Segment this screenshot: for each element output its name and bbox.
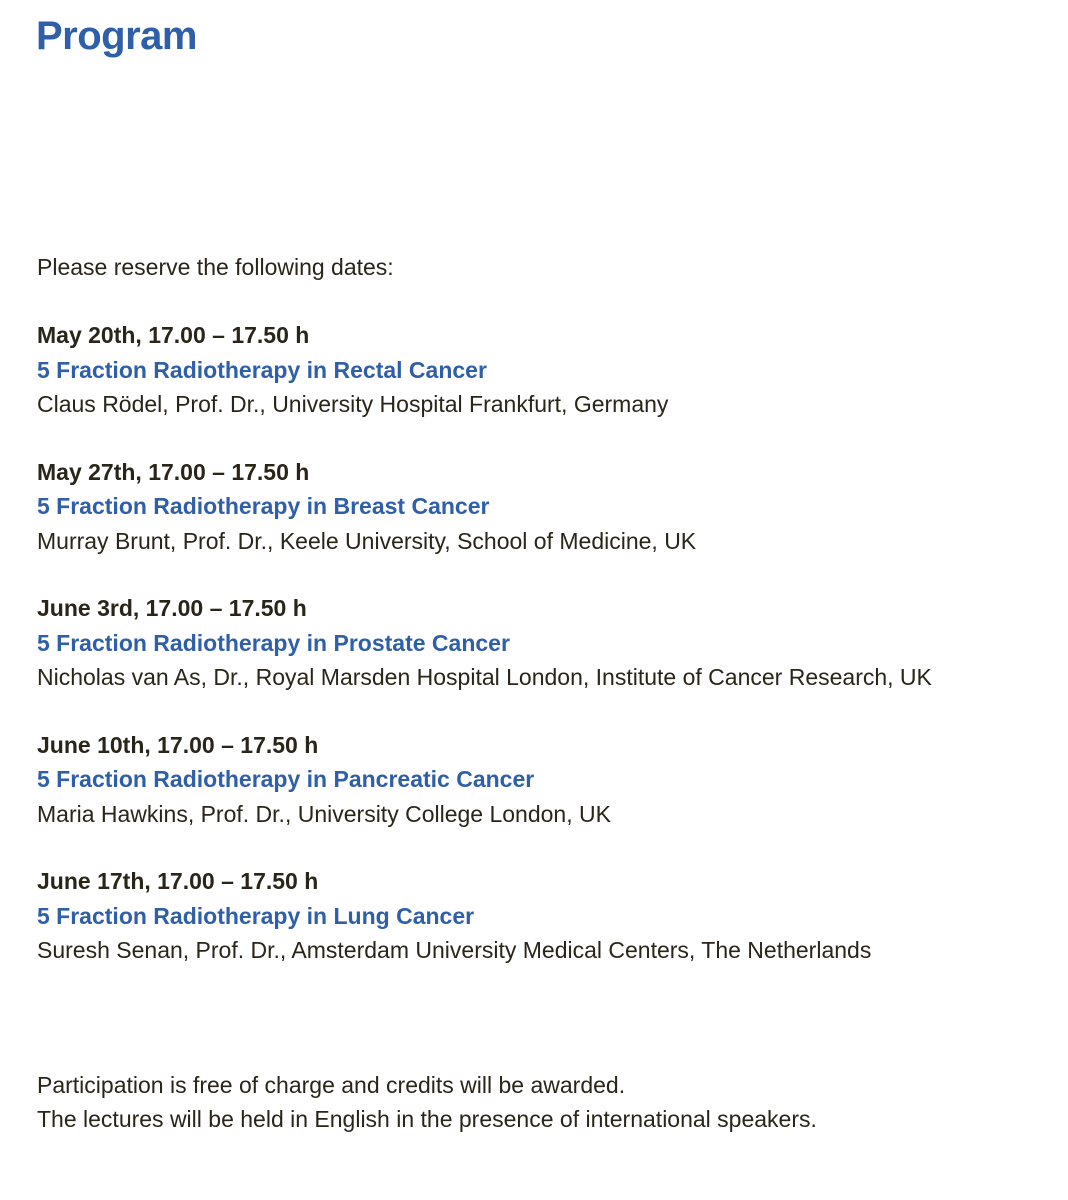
session-title: 5 Fraction Radiotherapy in Rectal Cancer [37,356,487,383]
session-title: 5 Fraction Radiotherapy in Prostate Cancer [37,629,510,656]
session-date: June 10th, 17.00 – 17.50 h [37,731,319,758]
footer-note [37,1068,817,1136]
session-title: 5 Fraction Radiotherapy in Pancreatic Cancer [37,766,535,792]
session-speaker: Claus Rödel, Prof. Dr., University Hospital Frankfurt, Germany [37,391,669,417]
footer-line-credits: Participation is free of charge and credits will be awarded. [37,1072,626,1098]
intro-text: Please reserve the following dates: [37,254,394,280]
session-item [37,318,1047,455]
session-speaker: Suresh Senan, Prof. Dr., Amsterdam University Medical Centers, The Netherlands [37,937,872,963]
session-list [37,318,1047,1001]
session-speaker: Maria Hawkins, Prof. Dr., University College London, UK [37,800,611,827]
footer-line-language: The lectures will be held in English in the presence of international speakers. [37,1106,817,1132]
session-item [37,591,1047,728]
session-item [37,728,1047,865]
session-date: May 20th, 17.00 – 17.50 h [37,322,310,348]
session-date: June 17th, 17.00 – 17.50 h [37,868,319,894]
session-speaker: Murray Brunt, Prof. Dr., Keele University, School of Medicine, UK [37,527,697,554]
session-date: June 3rd, 17.00 – 17.50 h [37,595,307,621]
session-title: 5 Fraction Radiotherapy in Breast Cancer [37,493,490,519]
session-item [37,864,1047,1001]
session-speaker: Nicholas van As, Dr., Royal Marsden Hospital London, Institute of Cancer Research, UK [37,664,932,690]
session-date: May 27th, 17.00 – 17.50 h [37,458,310,485]
session-item [37,455,1047,592]
page-title: Program [36,14,197,58]
session-title: 5 Fraction Radiotherapy in Lung Cancer [37,902,475,929]
